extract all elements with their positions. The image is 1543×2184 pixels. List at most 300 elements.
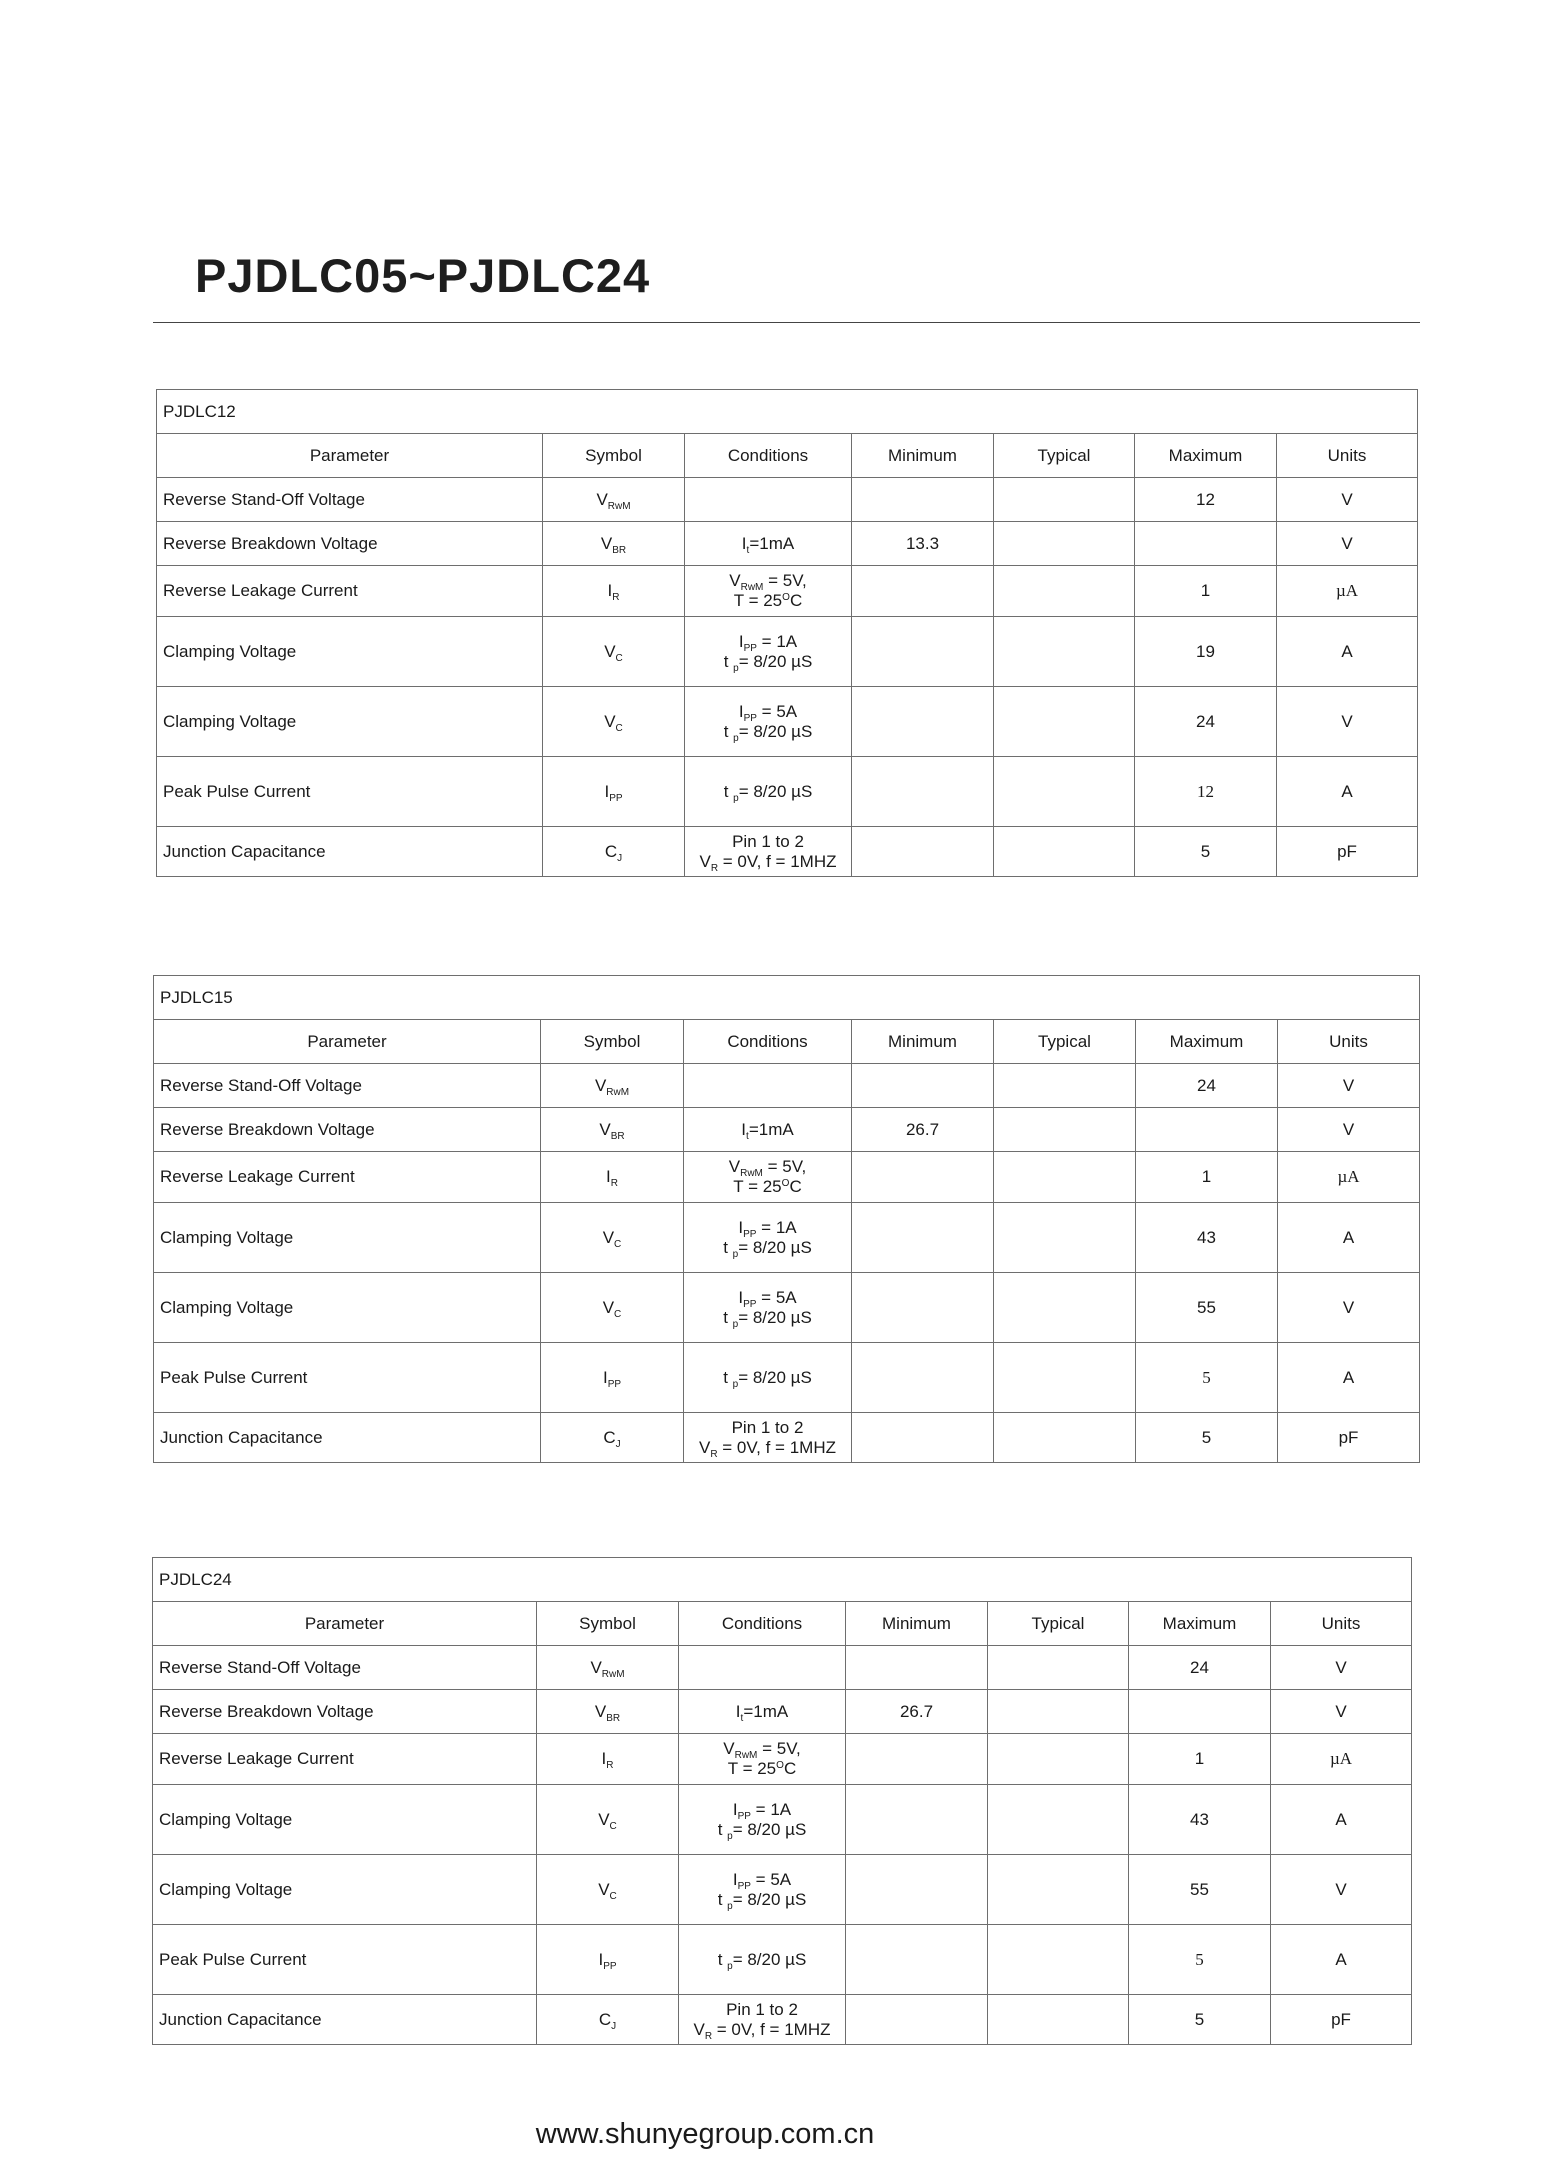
units-cell: V (1278, 1064, 1420, 1108)
maximum-cell: 5 (1136, 1413, 1278, 1463)
symbol-main: V (590, 1657, 602, 1677)
minimum-cell (852, 1273, 994, 1343)
symbol-subscript: R (606, 1760, 614, 1771)
typical-cell (988, 1646, 1129, 1690)
symbol-subscript: RwM (606, 1086, 630, 1098)
minimum-cell: 26.7 (852, 1108, 994, 1152)
units-cell: A (1271, 1785, 1412, 1855)
table-row (154, 1108, 1420, 1152)
symbol-main: I (598, 1949, 604, 1969)
table-row (154, 1203, 1420, 1273)
condition-text: T = 25 (733, 1177, 782, 1196)
header-units: Units (1271, 1602, 1412, 1646)
condition-superscript: O (782, 592, 790, 603)
condition-subscript: t (746, 544, 750, 556)
table-row (157, 687, 1418, 757)
condition-line (679, 1870, 845, 1890)
symbol-subscript: R (610, 1178, 618, 1189)
condition-line (684, 1368, 851, 1388)
condition-text: I (738, 1287, 744, 1307)
condition-text: t (723, 781, 734, 801)
maximum-cell: 24 (1135, 687, 1277, 757)
table-caption: PJDLC12 (157, 390, 1418, 434)
condition-text: V (698, 1437, 711, 1457)
symbol-cell (537, 1646, 679, 1690)
condition-line (684, 1157, 851, 1177)
parameter-cell: Clamping Voltage (154, 1203, 541, 1273)
conditions-cell (679, 1855, 846, 1925)
header-minimum: Minimum (852, 434, 994, 478)
condition-line (679, 1739, 845, 1759)
condition-subscript: p (733, 792, 739, 804)
condition-text: = 8/20 µS (738, 721, 813, 741)
condition-subscript: RwM (740, 582, 764, 593)
parameter-cell: Junction Capacitance (153, 1995, 537, 2045)
conditions-cell (679, 1690, 846, 1734)
typical-cell (994, 617, 1135, 687)
footer-url[interactable]: www.shunyegroup.com.cn (535, 2118, 875, 2150)
table-row (153, 1734, 1412, 1785)
condition-line (679, 1800, 845, 1820)
symbol-subscript: BR (612, 544, 627, 556)
condition-text: = 5A (756, 701, 798, 721)
symbol-main: I (606, 1167, 611, 1186)
typical-cell (994, 757, 1135, 827)
units-cell: pF (1271, 1995, 1412, 2045)
symbol-main: V (598, 1809, 610, 1829)
condition-line (679, 2020, 845, 2040)
condition-text: I (738, 701, 744, 721)
condition-subscript: t (746, 1130, 749, 1142)
parameter-cell: Clamping Voltage (153, 1785, 537, 1855)
condition-text: t (717, 1819, 728, 1839)
condition-line (684, 1438, 851, 1458)
symbol-main: V (602, 1227, 615, 1247)
symbol-cell (541, 1203, 684, 1273)
conditions-cell (685, 617, 852, 687)
parameter-cell: Reverse Stand-Off Voltage (157, 478, 543, 522)
symbol-cell (541, 1108, 684, 1152)
units-cell: V (1278, 1108, 1420, 1152)
symbol-subscript: J (617, 852, 623, 864)
condition-text: t (723, 1307, 733, 1327)
condition-subscript: p (732, 1318, 739, 1330)
condition-text: I (738, 1217, 744, 1237)
table-row (157, 757, 1418, 827)
table-row (157, 566, 1418, 617)
table-row (154, 1064, 1420, 1108)
conditions-cell (685, 566, 852, 617)
header-conditions: Conditions (679, 1602, 846, 1646)
symbol-subscript: C (609, 1890, 617, 1902)
header-conditions: Conditions (684, 1020, 852, 1064)
header-maximum: Maximum (1135, 434, 1277, 478)
condition-text: I (738, 631, 744, 651)
condition-text: =1mA (748, 1119, 794, 1139)
parameter-cell: Reverse Leakage Current (157, 566, 543, 617)
symbol-subscript: C (609, 1820, 617, 1832)
condition-subscript: p (732, 1378, 739, 1390)
conditions-cell (684, 1413, 852, 1463)
conditions-cell (685, 478, 852, 522)
condition-text: I (732, 1799, 738, 1819)
typical-cell (994, 566, 1135, 617)
units-cell: µA (1278, 1152, 1420, 1203)
condition-text: = 8/20 µS (738, 651, 813, 671)
spec-table-pjdlc15 (153, 975, 1420, 1463)
maximum-cell: 24 (1136, 1064, 1278, 1108)
symbol-cell (541, 1343, 684, 1413)
units-cell: V (1277, 522, 1418, 566)
typical-cell (988, 1785, 1129, 1855)
symbol-subscript: RwM (601, 1668, 625, 1680)
condition-line (684, 1218, 851, 1238)
maximum-cell: 24 (1129, 1646, 1271, 1690)
minimum-cell (852, 1413, 994, 1463)
conditions-cell (679, 1995, 846, 2045)
parameter-cell: Reverse Breakdown Voltage (154, 1108, 541, 1152)
condition-subscript: PP (743, 642, 757, 654)
condition-subscript: PP (737, 1810, 751, 1822)
condition-line (685, 571, 851, 591)
conditions-cell (685, 687, 852, 757)
table-row (157, 478, 1418, 522)
header-typical: Typical (988, 1602, 1129, 1646)
condition-line (684, 1238, 851, 1258)
units-cell: µA (1271, 1734, 1412, 1785)
parameter-cell: Reverse Breakdown Voltage (157, 522, 543, 566)
condition-text: I (732, 1869, 738, 1889)
header-symbol: Symbol (537, 1602, 679, 1646)
condition-text: = 1A (750, 1799, 792, 1819)
typical-cell (994, 1413, 1136, 1463)
units-cell: pF (1278, 1413, 1420, 1463)
units-cell: V (1277, 687, 1418, 757)
symbol-main: V (600, 533, 613, 553)
units-cell: V (1271, 1690, 1412, 1734)
maximum-cell: 5 (1136, 1343, 1278, 1413)
maximum-cell: 12 (1135, 478, 1277, 522)
condition-line (679, 2000, 845, 2020)
header-parameter: Parameter (153, 1602, 537, 1646)
units-cell: A (1278, 1203, 1420, 1273)
condition-text: t (723, 1237, 733, 1257)
condition-text: V (693, 2019, 705, 2039)
typical-cell (994, 1343, 1136, 1413)
symbol-subscript: PP (607, 1378, 622, 1390)
spec-table-pjdlc24 (152, 1557, 1412, 2045)
condition-line (685, 534, 851, 554)
condition-text: t (723, 651, 734, 671)
condition-text: T = 25 (727, 1759, 777, 1778)
symbol-subscript: J (611, 2020, 617, 2032)
condition-text: = 1A (756, 631, 798, 651)
condition-text: =1mA (743, 1701, 789, 1721)
condition-line (685, 632, 851, 652)
minimum-cell (846, 1785, 988, 1855)
condition-line (679, 1820, 845, 1840)
conditions-cell (679, 1785, 846, 1855)
conditions-cell (685, 827, 852, 877)
typical-cell (988, 1690, 1129, 1734)
condition-text: t (717, 1949, 728, 1969)
typical-cell (988, 1855, 1129, 1925)
typical-cell (994, 478, 1135, 522)
symbol-subscript: BR (610, 1130, 625, 1142)
symbol-subscript: C (615, 722, 623, 734)
condition-line (679, 1950, 845, 1970)
minimum-cell: 13.3 (852, 522, 994, 566)
parameter-cell: Junction Capacitance (157, 827, 543, 877)
symbol-subscript: C (614, 1308, 622, 1320)
parameter-cell: Peak Pulse Current (157, 757, 543, 827)
typical-cell (988, 1995, 1129, 2045)
parameter-cell: Peak Pulse Current (154, 1343, 541, 1413)
condition-text: V (699, 851, 711, 871)
symbol-main: V (602, 1297, 615, 1317)
condition-subscript: t (740, 1712, 744, 1724)
condition-text: = 0V, f = 1MHZ (712, 2019, 831, 2039)
units-cell: A (1271, 1925, 1412, 1995)
symbol-cell (537, 1925, 679, 1995)
symbol-main: V (604, 711, 616, 731)
typical-cell (994, 1064, 1136, 1108)
condition-text: V (728, 1157, 741, 1176)
symbol-subscript: PP (603, 1960, 617, 1972)
condition-text: = 5A (750, 1869, 792, 1889)
minimum-cell (846, 1995, 988, 2045)
parameter-cell: Peak Pulse Current (153, 1925, 537, 1995)
table-row (153, 1995, 1412, 2045)
condition-line (684, 1120, 851, 1140)
condition-text: I (741, 1119, 747, 1139)
symbol-main: V (598, 1879, 610, 1899)
minimum-cell (846, 1925, 988, 1995)
symbol-main: V (596, 489, 608, 509)
symbol-main: V (604, 641, 616, 661)
condition-text: = 5A (756, 1287, 797, 1307)
condition-text: V (729, 571, 741, 590)
header-units: Units (1277, 434, 1418, 478)
maximum-cell: 55 (1129, 1855, 1271, 1925)
minimum-cell (852, 1203, 994, 1273)
condition-line (684, 1418, 851, 1438)
minimum-cell (852, 1152, 994, 1203)
table-row (154, 1413, 1420, 1463)
minimum-cell (852, 1343, 994, 1413)
condition-text: V (723, 1739, 735, 1758)
symbol-cell (537, 1734, 679, 1785)
symbol-cell (543, 478, 685, 522)
condition-text: t (723, 721, 734, 741)
condition-text: = 5V, (763, 571, 807, 590)
header-conditions: Conditions (685, 434, 852, 478)
parameter-cell: Clamping Voltage (154, 1273, 541, 1343)
spec-table-pjdlc12 (156, 389, 1418, 877)
table-row (154, 1273, 1420, 1343)
symbol-cell (541, 1413, 684, 1463)
typical-cell (994, 1273, 1136, 1343)
maximum-cell (1129, 1690, 1271, 1734)
units-cell: V (1271, 1646, 1412, 1690)
condition-text: = 5V, (757, 1739, 801, 1758)
condition-superscript: O (781, 1178, 790, 1189)
symbol-cell (543, 617, 685, 687)
maximum-cell: 5 (1129, 1925, 1271, 1995)
condition-subscript: R (710, 862, 719, 874)
condition-line (685, 782, 851, 802)
title-divider (153, 322, 1420, 323)
header-symbol: Symbol (543, 434, 685, 478)
typical-cell (994, 687, 1135, 757)
maximum-cell: 5 (1129, 1995, 1271, 2045)
symbol-cell (543, 827, 685, 877)
conditions-cell (679, 1734, 846, 1785)
conditions-cell (684, 1064, 852, 1108)
symbol-subscript: C (615, 652, 623, 664)
typical-cell (988, 1734, 1129, 1785)
symbol-cell (543, 522, 685, 566)
minimum-cell (852, 566, 994, 617)
condition-line (679, 1890, 845, 1910)
maximum-cell: 1 (1136, 1152, 1278, 1203)
condition-subscript: PP (737, 1880, 751, 1892)
condition-subscript: RwM (734, 1750, 758, 1761)
units-cell: pF (1277, 827, 1418, 877)
condition-text: T = 25 (733, 591, 783, 610)
condition-line (685, 591, 851, 611)
units-cell: V (1278, 1273, 1420, 1343)
symbol-subscript: J (615, 1438, 621, 1450)
symbol-cell (541, 1152, 684, 1203)
typical-cell (994, 1203, 1136, 1273)
condition-line (685, 832, 851, 852)
maximum-cell: 43 (1136, 1203, 1278, 1273)
minimum-cell (846, 1646, 988, 1690)
units-cell: A (1277, 757, 1418, 827)
condition-line (685, 722, 851, 742)
minimum-cell: 26.7 (846, 1690, 988, 1734)
symbol-subscript: C (614, 1238, 622, 1250)
header-typical: Typical (994, 1020, 1136, 1064)
parameter-cell: Reverse Leakage Current (154, 1152, 541, 1203)
table-row (153, 1855, 1412, 1925)
header-maximum: Maximum (1136, 1020, 1278, 1064)
parameter-cell: Reverse Stand-Off Voltage (154, 1064, 541, 1108)
condition-text: Pin 1 to 2 (731, 1417, 804, 1437)
condition-subscript: PP (743, 1228, 757, 1240)
symbol-main: C (603, 1427, 616, 1447)
conditions-cell (679, 1925, 846, 1995)
header-typical: Typical (994, 434, 1135, 478)
table-row (153, 1785, 1412, 1855)
symbol-subscript: PP (609, 792, 623, 804)
table-caption: PJDLC15 (154, 976, 1420, 1020)
condition-text: = 8/20 µS (732, 1889, 807, 1909)
maximum-cell: 19 (1135, 617, 1277, 687)
symbol-main: I (601, 1749, 607, 1768)
table-row (154, 1343, 1420, 1413)
symbol-main: I (604, 781, 610, 801)
table-row (157, 827, 1418, 877)
condition-subscript: p (727, 1830, 733, 1842)
symbol-main: I (607, 581, 613, 600)
units-cell: A (1277, 617, 1418, 687)
condition-subscript: p (727, 1900, 733, 1912)
page-title: PJDLC05~PJDLC24 (195, 249, 651, 302)
typical-cell (988, 1925, 1129, 1995)
minimum-cell (852, 757, 994, 827)
header-parameter: Parameter (157, 434, 543, 478)
condition-line (679, 1702, 845, 1722)
condition-text: Pin 1 to 2 (726, 1999, 798, 2019)
header-minimum: Minimum (846, 1602, 988, 1646)
minimum-cell (852, 687, 994, 757)
parameter-cell: Clamping Voltage (157, 617, 543, 687)
condition-text: t (717, 1889, 728, 1909)
condition-line (684, 1177, 851, 1197)
parameter-cell: Reverse Breakdown Voltage (153, 1690, 537, 1734)
typical-cell (994, 1108, 1136, 1152)
symbol-cell (543, 687, 685, 757)
condition-text: = 8/20 µS (732, 1949, 807, 1969)
condition-line (685, 702, 851, 722)
condition-text: I (741, 533, 747, 553)
condition-text: =1mA (749, 533, 795, 553)
table-row (153, 1690, 1412, 1734)
conditions-cell (685, 757, 852, 827)
header-minimum: Minimum (852, 1020, 994, 1064)
symbol-cell (537, 1690, 679, 1734)
symbol-main: V (599, 1119, 611, 1139)
condition-line (684, 1288, 851, 1308)
condition-text: C (783, 1759, 797, 1778)
symbol-main: V (594, 1075, 607, 1095)
condition-text: = 8/20 µS (732, 1819, 807, 1839)
table-row (154, 1152, 1420, 1203)
symbol-cell (543, 757, 685, 827)
symbol-cell (537, 1855, 679, 1925)
conditions-cell (679, 1646, 846, 1690)
condition-subscript: RwM (740, 1168, 763, 1179)
maximum-cell: 5 (1135, 827, 1277, 877)
condition-subscript: p (733, 662, 739, 674)
maximum-cell: 12 (1135, 757, 1277, 827)
condition-superscript: O (776, 1760, 784, 1771)
table-row (153, 1925, 1412, 1995)
symbol-cell (537, 1995, 679, 2045)
maximum-cell (1135, 522, 1277, 566)
condition-line (685, 852, 851, 872)
condition-text: = 8/20 µS (738, 1237, 812, 1257)
symbol-main: I (602, 1367, 608, 1387)
table-row (157, 522, 1418, 566)
conditions-cell (684, 1152, 852, 1203)
parameter-cell: Clamping Voltage (153, 1855, 537, 1925)
condition-line (684, 1308, 851, 1328)
symbol-subscript: BR (606, 1712, 621, 1724)
minimum-cell (852, 827, 994, 877)
minimum-cell (852, 1064, 994, 1108)
condition-text: = 8/20 µS (738, 781, 813, 801)
symbol-main: C (598, 2009, 612, 2029)
header-units: Units (1278, 1020, 1420, 1064)
condition-text: = 1A (756, 1217, 797, 1237)
typical-cell (994, 1152, 1136, 1203)
condition-text: t (723, 1367, 733, 1387)
symbol-main: V (594, 1701, 607, 1721)
units-cell: µA (1277, 566, 1418, 617)
